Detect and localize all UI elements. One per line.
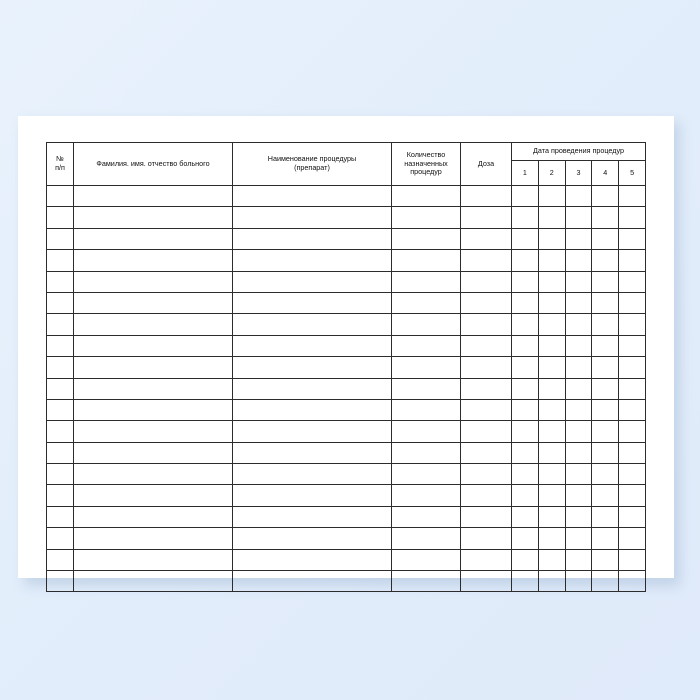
cell-procedure-name[interactable] <box>233 571 392 592</box>
cell-date-4[interactable] <box>592 421 619 442</box>
cell-date-1[interactable] <box>512 485 539 506</box>
cell-quantity[interactable] <box>392 228 461 249</box>
cell-number[interactable] <box>47 528 74 549</box>
cell-quantity[interactable] <box>392 399 461 420</box>
cell-date-2[interactable] <box>538 549 565 570</box>
cell-date-4[interactable] <box>592 292 619 313</box>
table-container <box>46 142 646 592</box>
cell-date-5[interactable] <box>619 207 646 228</box>
cell-date-5[interactable] <box>619 549 646 570</box>
cell-date-5[interactable] <box>619 271 646 292</box>
cell-date-3[interactable] <box>565 335 592 356</box>
cell-patient-name[interactable] <box>74 506 233 527</box>
cell-patient-name[interactable] <box>74 207 233 228</box>
cell-date-3[interactable] <box>565 506 592 527</box>
cell-date-3[interactable] <box>565 314 592 335</box>
cell-patient-name[interactable] <box>74 314 233 335</box>
cell-patient-name[interactable] <box>74 271 233 292</box>
header-date-group-text: Дата проведения процедур <box>533 146 624 156</box>
header-number-line2: п/п <box>55 163 65 172</box>
cell-date-3[interactable] <box>565 207 592 228</box>
cell-date-2[interactable] <box>538 485 565 506</box>
cell-date-5[interactable] <box>619 378 646 399</box>
cell-date-4[interactable] <box>592 549 619 570</box>
cell-dose[interactable] <box>461 207 512 228</box>
cell-date-4[interactable] <box>592 207 619 228</box>
cell-date-2[interactable] <box>538 292 565 313</box>
cell-date-2[interactable] <box>538 228 565 249</box>
cell-quantity[interactable] <box>392 464 461 485</box>
cell-number[interactable] <box>47 314 74 335</box>
cell-date-5[interactable] <box>619 399 646 420</box>
cell-number[interactable] <box>47 549 74 570</box>
cell-dose[interactable] <box>461 571 512 592</box>
cell-quantity[interactable] <box>392 250 461 271</box>
cell-date-4[interactable] <box>592 357 619 378</box>
cell-dose[interactable] <box>461 335 512 356</box>
cell-patient-name[interactable] <box>74 335 233 356</box>
cell-number[interactable] <box>47 464 74 485</box>
cell-dose[interactable] <box>461 442 512 463</box>
cell-date-4[interactable] <box>592 335 619 356</box>
cell-date-3[interactable] <box>565 549 592 570</box>
cell-date-2[interactable] <box>538 271 565 292</box>
table-body <box>47 186 646 592</box>
table-row <box>47 271 646 292</box>
header-number-line1: № <box>56 154 64 164</box>
table-row <box>47 292 646 313</box>
header-quantity-line1: Количество <box>406 149 446 159</box>
cell-dose[interactable] <box>461 186 512 207</box>
cell-procedure-name[interactable] <box>233 549 392 570</box>
cell-number[interactable] <box>47 378 74 399</box>
cell-date-4[interactable] <box>592 528 619 549</box>
cell-patient-name[interactable] <box>74 464 233 485</box>
cell-number[interactable] <box>47 292 74 313</box>
cell-date-4[interactable] <box>592 271 619 292</box>
cell-number[interactable] <box>47 186 74 207</box>
cell-dose[interactable] <box>461 250 512 271</box>
cell-number[interactable] <box>47 335 74 356</box>
cell-date-1[interactable] <box>512 228 539 249</box>
cell-date-4[interactable] <box>592 485 619 506</box>
table-row <box>47 485 646 506</box>
cell-date-4[interactable] <box>592 399 619 420</box>
cell-procedure-name[interactable] <box>233 506 392 527</box>
cell-number[interactable] <box>47 357 74 378</box>
header-date-2: 2 <box>538 160 565 185</box>
cell-procedure-name[interactable] <box>233 442 392 463</box>
header-date-1: 1 <box>512 160 539 185</box>
cell-date-2[interactable] <box>538 571 565 592</box>
cell-date-5[interactable] <box>619 314 646 335</box>
cell-date-5[interactable] <box>619 335 646 356</box>
cell-dose[interactable] <box>461 399 512 420</box>
cell-date-5[interactable] <box>619 506 646 527</box>
table-row <box>47 378 646 399</box>
cell-date-1[interactable] <box>512 506 539 527</box>
cell-number[interactable] <box>47 399 74 420</box>
cell-dose[interactable] <box>461 506 512 527</box>
cell-date-2[interactable] <box>538 357 565 378</box>
table-row <box>47 228 646 249</box>
cell-date-4[interactable] <box>592 571 619 592</box>
header-number <box>47 143 74 186</box>
cell-date-3[interactable] <box>565 485 592 506</box>
cell-date-4[interactable] <box>592 186 619 207</box>
cell-number[interactable] <box>47 485 74 506</box>
cell-date-1[interactable] <box>512 271 539 292</box>
cell-date-2[interactable] <box>538 186 565 207</box>
cell-patient-name[interactable] <box>74 357 233 378</box>
cell-procedure-name[interactable] <box>233 335 392 356</box>
cell-date-3[interactable] <box>565 464 592 485</box>
cell-number[interactable] <box>47 571 74 592</box>
cell-date-1[interactable] <box>512 314 539 335</box>
cell-patient-name[interactable] <box>74 292 233 313</box>
cell-number[interactable] <box>47 207 74 228</box>
header-patient-name <box>74 143 233 186</box>
cell-patient-name[interactable] <box>74 378 233 399</box>
header-patient-name-text: Фамилия. имя. отчество больного <box>96 158 210 168</box>
cell-quantity[interactable] <box>392 335 461 356</box>
table-row <box>47 186 646 207</box>
header-procedure-name-line1: Наименование процедуры <box>267 154 357 164</box>
cell-date-2[interactable] <box>538 335 565 356</box>
cell-date-5[interactable] <box>619 250 646 271</box>
cell-date-2[interactable] <box>538 528 565 549</box>
cell-dose[interactable] <box>461 292 512 313</box>
cell-date-3[interactable] <box>565 228 592 249</box>
cell-dose[interactable] <box>461 549 512 570</box>
cell-quantity[interactable] <box>392 571 461 592</box>
table-header <box>47 143 646 186</box>
header-dose <box>461 143 512 186</box>
cell-quantity[interactable] <box>392 378 461 399</box>
cell-quantity[interactable] <box>392 528 461 549</box>
cell-date-1[interactable] <box>512 571 539 592</box>
cell-procedure-name[interactable] <box>233 228 392 249</box>
header-date-3: 3 <box>565 160 592 185</box>
cell-date-5[interactable] <box>619 228 646 249</box>
cell-quantity[interactable] <box>392 549 461 570</box>
cell-dose[interactable] <box>461 421 512 442</box>
table-row <box>47 314 646 335</box>
cell-procedure-name[interactable] <box>233 485 392 506</box>
cell-procedure-name[interactable] <box>233 378 392 399</box>
cell-date-4[interactable] <box>592 464 619 485</box>
cell-date-2[interactable] <box>538 421 565 442</box>
cell-number[interactable] <box>47 228 74 249</box>
table-row <box>47 506 646 527</box>
cell-date-2[interactable] <box>538 250 565 271</box>
cell-date-1[interactable] <box>512 186 539 207</box>
cell-procedure-name[interactable] <box>233 528 392 549</box>
cell-date-3[interactable] <box>565 571 592 592</box>
cell-dose[interactable] <box>461 314 512 335</box>
cell-procedure-name[interactable] <box>233 250 392 271</box>
cell-date-1[interactable] <box>512 549 539 570</box>
cell-date-5[interactable] <box>619 292 646 313</box>
cell-dose[interactable] <box>461 357 512 378</box>
document-page <box>18 116 674 578</box>
cell-date-1[interactable] <box>512 421 539 442</box>
cell-date-1[interactable] <box>512 528 539 549</box>
cell-quantity[interactable] <box>392 442 461 463</box>
cell-dose[interactable] <box>461 378 512 399</box>
cell-date-2[interactable] <box>538 207 565 228</box>
table-row <box>47 250 646 271</box>
cell-date-2[interactable] <box>538 314 565 335</box>
table-row <box>47 207 646 228</box>
cell-quantity[interactable] <box>392 421 461 442</box>
cell-patient-name[interactable] <box>74 485 233 506</box>
cell-date-4[interactable] <box>592 250 619 271</box>
cell-date-1[interactable] <box>512 292 539 313</box>
cell-quantity[interactable] <box>392 271 461 292</box>
cell-date-3[interactable] <box>565 292 592 313</box>
cell-date-5[interactable] <box>619 464 646 485</box>
cell-procedure-name[interactable] <box>233 207 392 228</box>
cell-date-1[interactable] <box>512 250 539 271</box>
cell-dose[interactable] <box>461 464 512 485</box>
table-row <box>47 357 646 378</box>
cell-date-3[interactable] <box>565 421 592 442</box>
table-row <box>47 335 646 356</box>
cell-quantity[interactable] <box>392 207 461 228</box>
header-quantity-line2: назначенных <box>404 158 448 168</box>
header-date-5: 5 <box>619 160 646 185</box>
header-procedure-name <box>233 143 392 186</box>
cell-date-3[interactable] <box>565 399 592 420</box>
cell-dose[interactable] <box>461 485 512 506</box>
cell-date-3[interactable] <box>565 250 592 271</box>
cell-date-1[interactable] <box>512 357 539 378</box>
table-row <box>47 399 646 420</box>
cell-date-5[interactable] <box>619 357 646 378</box>
cell-procedure-name[interactable] <box>233 399 392 420</box>
cell-date-5[interactable] <box>619 485 646 506</box>
table-row <box>47 464 646 485</box>
cell-number[interactable] <box>47 250 74 271</box>
cell-quantity[interactable] <box>392 357 461 378</box>
cell-date-1[interactable] <box>512 464 539 485</box>
cell-dose[interactable] <box>461 228 512 249</box>
cell-date-2[interactable] <box>538 506 565 527</box>
cell-date-5[interactable] <box>619 442 646 463</box>
cell-patient-name[interactable] <box>74 186 233 207</box>
cell-patient-name[interactable] <box>74 571 233 592</box>
cell-date-4[interactable] <box>592 442 619 463</box>
cell-date-2[interactable] <box>538 378 565 399</box>
cell-patient-name[interactable] <box>74 399 233 420</box>
cell-quantity[interactable] <box>392 186 461 207</box>
cell-date-2[interactable] <box>538 399 565 420</box>
cell-procedure-name[interactable] <box>233 464 392 485</box>
cell-date-3[interactable] <box>565 271 592 292</box>
cell-date-2[interactable] <box>538 442 565 463</box>
header-quantity-line3: процедур <box>410 167 442 177</box>
cell-quantity[interactable] <box>392 314 461 335</box>
cell-date-4[interactable] <box>592 506 619 527</box>
cell-patient-name[interactable] <box>74 421 233 442</box>
header-quantity <box>392 143 461 186</box>
cell-patient-name[interactable] <box>74 528 233 549</box>
header-dose-text: Доза <box>477 158 495 168</box>
cell-patient-name[interactable] <box>74 228 233 249</box>
cell-date-1[interactable] <box>512 399 539 420</box>
table-row <box>47 421 646 442</box>
procedure-journal-table <box>46 142 646 592</box>
cell-procedure-name[interactable] <box>233 292 392 313</box>
table-row <box>47 549 646 570</box>
cell-dose[interactable] <box>461 271 512 292</box>
cell-date-2[interactable] <box>538 464 565 485</box>
header-date-group <box>512 143 646 161</box>
table-row <box>47 442 646 463</box>
header-row-primary <box>47 143 646 161</box>
header-procedure-name-line2: (препарат) <box>294 163 330 172</box>
cell-date-1[interactable] <box>512 335 539 356</box>
cell-date-3[interactable] <box>565 357 592 378</box>
table-row <box>47 528 646 549</box>
cell-date-3[interactable] <box>565 528 592 549</box>
cell-procedure-name[interactable] <box>233 357 392 378</box>
cell-date-3[interactable] <box>565 442 592 463</box>
cell-number[interactable] <box>47 271 74 292</box>
cell-dose[interactable] <box>461 528 512 549</box>
cell-date-5[interactable] <box>619 421 646 442</box>
cell-date-5[interactable] <box>619 571 646 592</box>
cell-date-3[interactable] <box>565 186 592 207</box>
header-date-4: 4 <box>592 160 619 185</box>
cell-date-1[interactable] <box>512 442 539 463</box>
cell-number[interactable] <box>47 442 74 463</box>
cell-procedure-name[interactable] <box>233 314 392 335</box>
cell-quantity[interactable] <box>392 506 461 527</box>
cell-date-5[interactable] <box>619 528 646 549</box>
cell-date-4[interactable] <box>592 378 619 399</box>
cell-number[interactable] <box>47 506 74 527</box>
cell-date-5[interactable] <box>619 186 646 207</box>
cell-number[interactable] <box>47 421 74 442</box>
table-row <box>47 571 646 592</box>
cell-patient-name[interactable] <box>74 250 233 271</box>
cell-procedure-name[interactable] <box>233 421 392 442</box>
cell-date-1[interactable] <box>512 207 539 228</box>
cell-patient-name[interactable] <box>74 549 233 570</box>
cell-patient-name[interactable] <box>74 442 233 463</box>
cell-procedure-name[interactable] <box>233 271 392 292</box>
cell-date-4[interactable] <box>592 314 619 335</box>
cell-date-4[interactable] <box>592 228 619 249</box>
cell-quantity[interactable] <box>392 292 461 313</box>
cell-procedure-name[interactable] <box>233 186 392 207</box>
cell-quantity[interactable] <box>392 485 461 506</box>
cell-date-1[interactable] <box>512 378 539 399</box>
cell-date-3[interactable] <box>565 378 592 399</box>
